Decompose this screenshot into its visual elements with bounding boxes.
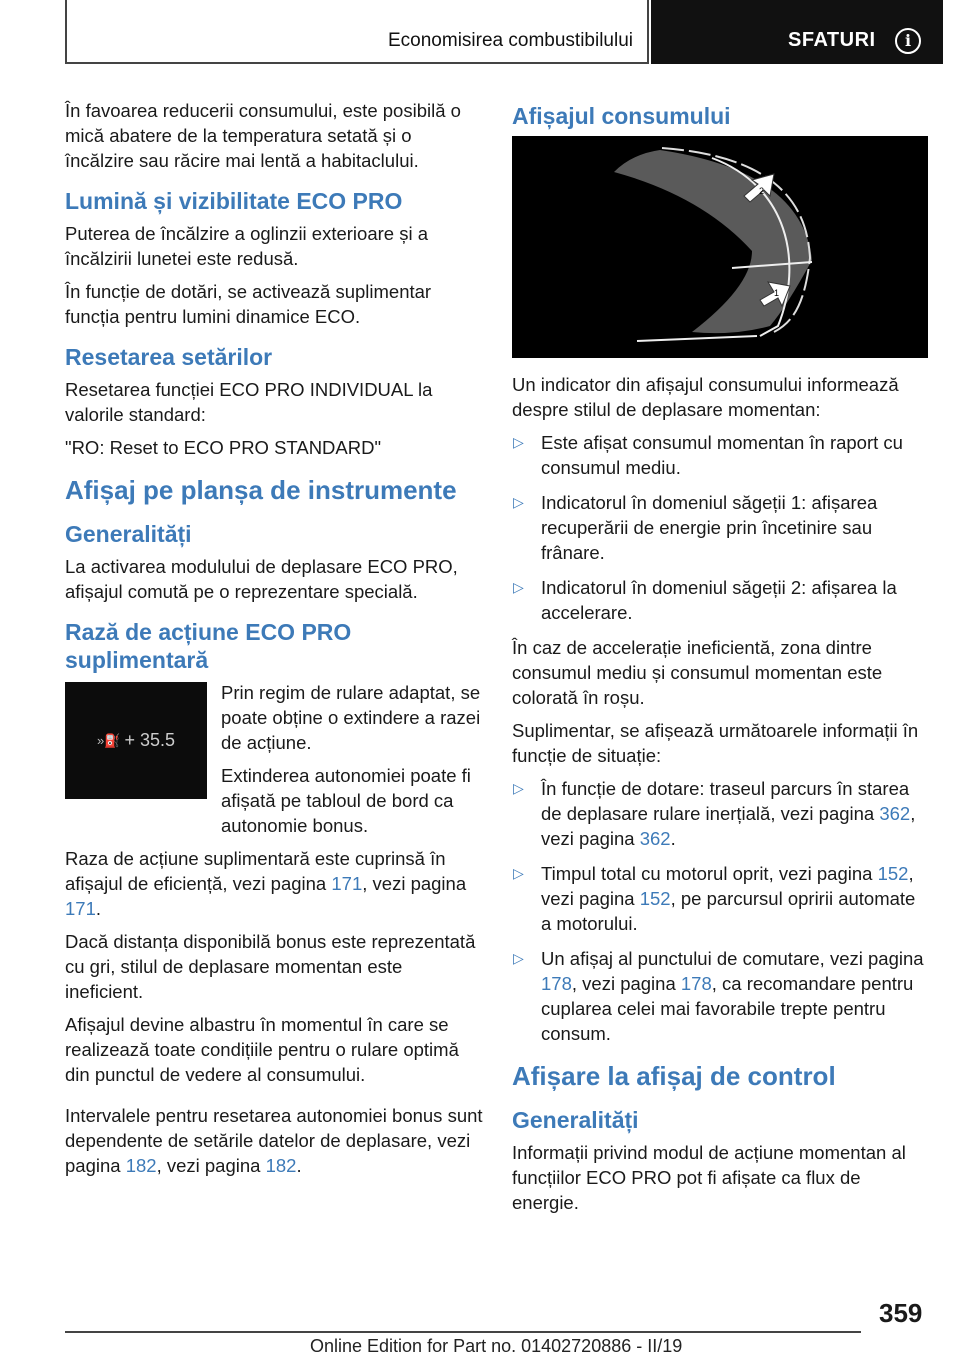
page-link[interactable]: 152: [877, 863, 909, 884]
paragraph: Intervalele pentru resetarea autonomiei bonus sunt dependente de setările datelor de deplasare, vezi pagina 182, vezi pagina 182.: [65, 1105, 483, 1176]
page-number: 359: [879, 1298, 923, 1328]
paragraph: Suplimentar, se afișează următoarele informații în funcție de situație:: [512, 720, 919, 766]
left-column: [65, 98, 485, 1186]
paragraph: În favoarea reducerii consumului, este posibilă o mică abatere de la temperatura setată și o încălzire sau răcire mai lentă a habitaclului.: [65, 100, 461, 171]
right-column: [512, 98, 928, 1223]
page-link[interactable]: 362: [879, 803, 911, 824]
header-section-title: Economisirea combustibilului: [388, 30, 633, 51]
bullet-triangle-icon: ▷: [513, 434, 524, 450]
paragraph: Prin regim de rulare adaptat, se poate obține o extindere a razei de acțiune.: [221, 682, 481, 753]
bonus-range-value: + 35.5: [124, 730, 175, 750]
heading-general: Generalități: [512, 1107, 639, 1133]
list-item: ▷ Este afișat consumul momentan în raport cu consumul mediu.: [513, 432, 903, 478]
header-chapter-title: SFATURI: [788, 29, 876, 51]
list-item: ▷ În funcție de dotare: traseul parcurs în starea de deplasare rulare inerțială, vezi pagina 362, vezi pagina 362.: [513, 778, 916, 849]
paragraph: Resetarea funcției ECO PRO INDIVIDUAL la valorile standard:: [65, 379, 433, 425]
consumption-gauge-image: [512, 136, 928, 358]
bullet-triangle-icon: ▷: [513, 865, 524, 881]
page-link[interactable]: 178: [680, 973, 712, 994]
heading-general: Generalități: [65, 521, 192, 547]
bullet-triangle-icon: ▷: [513, 579, 524, 595]
paragraph: Un indicator din afișajul consumului informează despre stilul de deplasare momentan:: [512, 374, 899, 420]
page-link[interactable]: 178: [541, 973, 572, 994]
heading-light-visibility: Lumină și vizibilitate ECO PRO: [65, 188, 403, 214]
header-section-box: [65, 0, 649, 64]
paragraph: În funcție de dotări, se activează suplimentar funcția pentru lumini dinamice ECO.: [65, 281, 432, 327]
page-link[interactable]: 152: [639, 888, 671, 909]
range-block: [65, 680, 485, 838]
bullet-triangle-icon: ▷: [513, 780, 524, 796]
consumption-indicator-list: [512, 430, 928, 625]
heading-instrument-display: Afișaj pe planșa de instrumente: [65, 475, 457, 505]
svg-text:2: 2: [759, 186, 765, 196]
extra-info-list: [512, 776, 928, 1046]
page-link[interactable]: 171: [65, 898, 96, 919]
footer-divider: [65, 1331, 861, 1333]
heading-consumption-display: Afișajul consumului: [512, 103, 731, 129]
paragraph: În caz de accelerație ineficientă, zona dintre consumul mediu și consumul momentan este colorată în roșu.: [512, 637, 883, 708]
paragraph: "RO: Reset to ECO PRO STANDARD": [65, 437, 382, 458]
bullet-triangle-icon: ▷: [513, 950, 524, 966]
list-item: ▷ Indicatorul în domeniul săgeții 1: afișarea recuperării de energie prin încetinire sau frânare.: [513, 492, 878, 563]
paragraph: Dacă distanța disponibilă bonus este reprezentată cu gri, stilul de deplasare momentan este ineficient.: [65, 931, 476, 1002]
heading-reset-settings: Resetarea setărilor: [65, 344, 273, 370]
svg-text:1: 1: [774, 288, 780, 298]
page-link[interactable]: 182: [265, 1155, 297, 1176]
bullet-triangle-icon: ▷: [513, 494, 524, 510]
page-link[interactable]: 362: [639, 828, 671, 849]
page-link[interactable]: 171: [331, 873, 363, 894]
consumption-gauge-graphic: [512, 136, 928, 358]
heading-extra-range: Rază de acțiune ECO PRO suplimentară: [65, 619, 352, 673]
paragraph: Extinderea autonomiei poate fi afișată pe tabloul de bord ca autonomie bonus.: [221, 765, 471, 836]
header-chapter-box: [651, 0, 943, 64]
list-item: ▷ Un afișaj al punctului de comutare, vezi pagina 178, vezi pagina 178, ca recomandare pentru cuplarea celei mai favorabile trepte pentru consum.: [513, 948, 924, 1044]
list-item: ▷ Indicatorul în domeniul săgeții 2: afișarea la accelerare.: [513, 577, 897, 623]
fuel-pump-icon: »⛽: [97, 732, 121, 748]
paragraph: Afișajul devine albastru în momentul în care se realizează toate condițiile pentru o rulare optimă din punctul de vedere al consumului.: [65, 1014, 459, 1085]
footer-edition: Online Edition for Part no. 01402720886 - II/19: [310, 1336, 683, 1356]
heading-control-display: Afișare la afișaj de control: [512, 1061, 836, 1091]
info-icon: i: [895, 28, 921, 54]
paragraph: Raza de acțiune suplimentară este cuprinsă în afișajul de eficiență, vezi pagina 171, vezi pagina 171.: [65, 848, 467, 919]
paragraph: Puterea de încălzire a oglinzii exterioare și a încălzirii lunetei este redusă.: [65, 223, 428, 269]
page-link[interactable]: 182: [125, 1155, 157, 1176]
paragraph: La activarea modulului de deplasare ECO PRO, afișajul comută pe o reprezentare specială.: [65, 556, 458, 602]
list-item: ▷ Timpul total cu motorul oprit, vezi pagina 152, vezi pagina 152, pe parcursul opririi automate a motorului.: [513, 863, 916, 934]
paragraph: Informații privind modul de acțiune momentan al funcțiilor ECO PRO pot fi afișate ca flux de energie.: [512, 1142, 906, 1213]
bonus-range-display-image: [65, 682, 207, 799]
